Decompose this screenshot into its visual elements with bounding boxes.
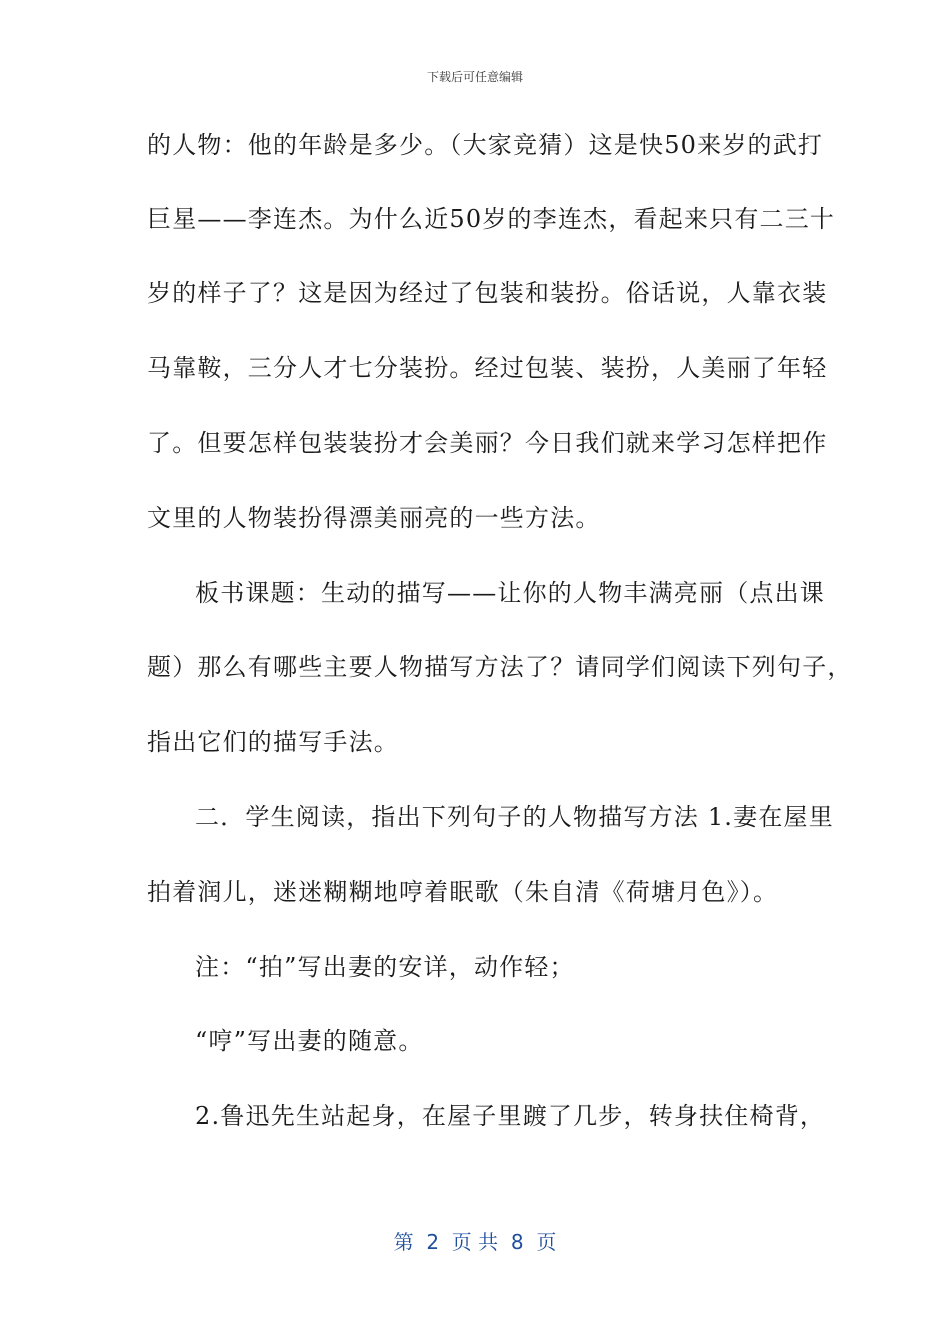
paragraph-line: 巨星——李连杰。为什么近50岁的李连杰，看起来只有二三十: [147, 205, 836, 233]
page-indicator: 第 2 页 共 8 页: [393, 1230, 557, 1254]
paragraph-line: 马靠鞍，三分人才七分装扮。经过包装、装扮，人美丽了年轻: [147, 354, 828, 382]
paragraph-line: 文里的人物装扮得漂美丽亮的一些方法。: [147, 504, 601, 532]
paragraph-line: 了。但要怎样包装装扮才会美丽？今日我们就来学习怎样把作: [147, 429, 828, 457]
paragraph-line: 拍着润儿，迷迷糊糊地哼着眠歌（朱自清《荷塘月色》）。: [147, 878, 779, 906]
paragraph-line: “哼”写出妻的随意。: [195, 1027, 424, 1055]
paragraph-line: 二．学生阅读，指出下列句子的人物描写方法 1.妻在屋里: [195, 803, 834, 831]
paragraph-line: 的人物：他的年龄是多少。（大家竞猜）这是快50来岁的武打: [147, 131, 824, 159]
header-note: 下载后可任意编辑: [426, 70, 523, 84]
paragraph-line: 注：“拍”写出妻的安详，动作轻；: [195, 953, 575, 981]
paragraph-line: 题）那么有哪些主要人物描写方法了？请同学们阅读下列句子，: [147, 653, 853, 681]
paragraph-line: 板书课题：生动的描写——让你的人物丰满亮丽（点出课: [195, 579, 825, 607]
paragraph-line: 指出它们的描写手法。: [147, 728, 399, 756]
paragraph-line: 2.鲁迅先生站起身，在屋子里踱了几步，转身扶住椅背，: [195, 1102, 826, 1130]
paragraph-line: 岁的样子了？这是因为经过了包装和装扮。俗话说，人靠衣装: [147, 279, 828, 307]
